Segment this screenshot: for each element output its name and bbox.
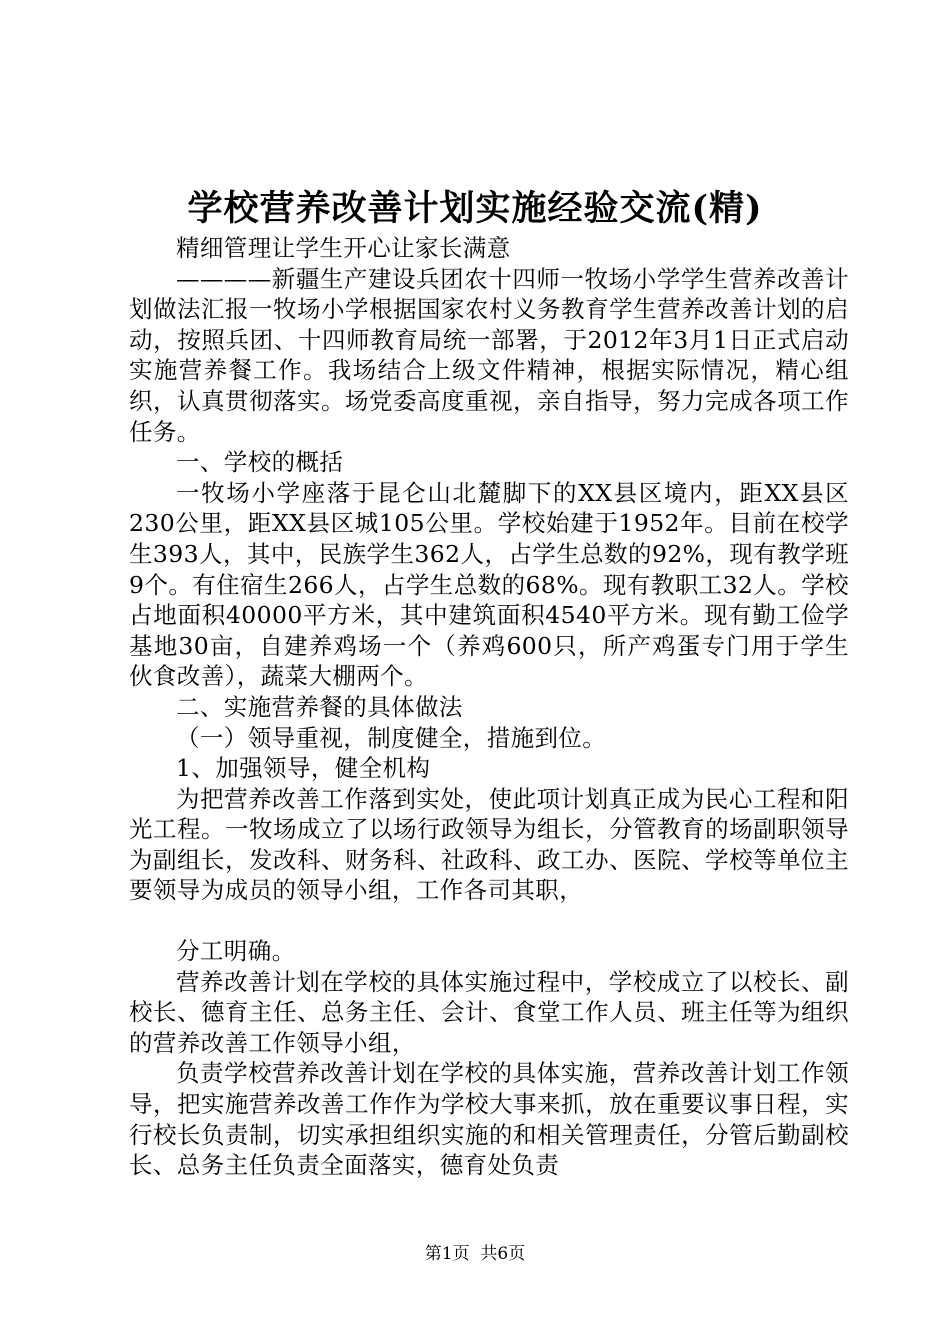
page-number: 第1页 <box>424 1244 470 1264</box>
paragraph-intro: ————新疆生产建设兵团农十四师一牧场小学学生营养改善计划做法汇报一牧场小学根据国家农村义务教育学生营养改善计划的启动，按照兵团、十四师教育局统一部署，于2012年3月1日正式启动实施营养餐工作。我场结合上级文件精神，根据实际情况，精心组织，认真贯彻落实。场党委高度重视，亲自指导，努力完成各项工作任务。 <box>129 264 849 446</box>
paragraph-responsibility: 负责学校营养改善计划在学校的具体实施，营养改善计划工作领导，把实施营养改善工作作为学校大事来抓，放在重要议事日程，实行校长负责制，切实承担组织实施的和相关管理责任，分管后勤副校长、总务主任负责全面落实，德育处负责 <box>129 1059 849 1180</box>
paragraph-division: 分工明确。 <box>176 937 296 966</box>
section-heading-1: 一、学校的概括 <box>176 448 344 477</box>
section-heading-2: 二、实施营养餐的具体做法 <box>176 692 463 721</box>
page-total: 共6页 <box>480 1244 526 1264</box>
subsection-heading-1: （一）领导重视，制度健全，措施到位。 <box>176 723 607 752</box>
paragraph-school-overview: 一牧场小学座落于昆仑山北麓脚下的XX县区境内，距XX县区230公里，距XX县区城105公里。学校始建于1952年。目前在校学生393人，其中，民族学生362人，占学生总数的92%，现有教学班9个。有住宿生266人，占学生总数的68%。现有教职工32人。学校占地面积40000平方米，其中建筑面积4540平方米。现有勤工俭学基地30亩，自建养鸡场一个（养鸡600只，所产鸡蛋专门用于学生伙食改善），蔬菜大棚两个。 <box>129 478 849 691</box>
page-footer <box>0 1243 950 1265</box>
document-body <box>129 233 849 1181</box>
paragraph-working-group: 营养改善计划在学校的具体实施过程中，学校成立了以校长、副校长、德育主任、总务主任、会计、食堂工作人员、班主任等为组织的营养改善工作领导小组， <box>129 967 849 1057</box>
paragraph-subtitle: 精细管理让学生开心让家长满意 <box>176 234 511 262</box>
document-title: 学校营养改善计划实施经验交流(精) <box>187 188 763 229</box>
paragraph-leadership: 为把营养改善工作落到实处，使此项计划真正成为民心工程和阳光工程。一牧场成立了以场行政领导为组长，分管教育的场副职领导为副组长，发改科、财务科、社政科、政工办、医院、学校等单位主要领导为成员的领导小组，工作各司其职， <box>129 784 849 905</box>
subsection-heading-1-1: 1、加强领导，健全机构 <box>176 754 431 783</box>
